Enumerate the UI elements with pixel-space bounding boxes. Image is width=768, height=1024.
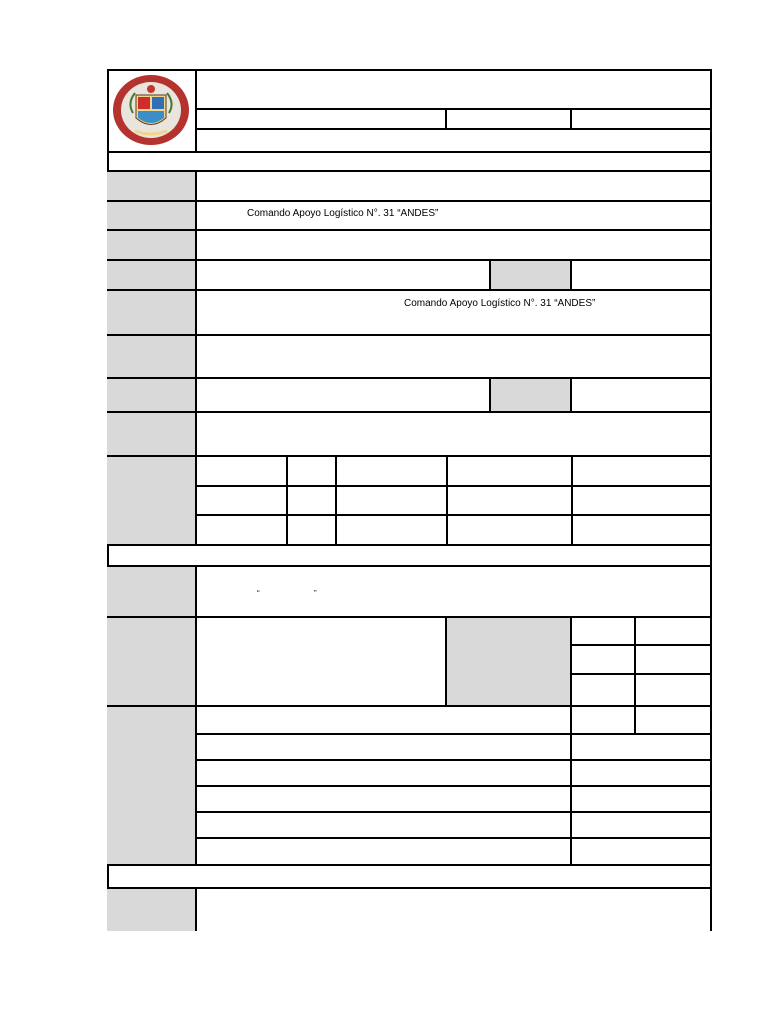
list-row (197, 735, 572, 761)
row-value-6 (197, 336, 712, 379)
grid-vline (571, 457, 573, 544)
row-value-7b (572, 379, 712, 413)
unit-name-text: Comando Apoyo Logístico N°. 31 “ANDES” (247, 208, 439, 219)
row-label-4 (107, 261, 197, 291)
unit-name-text-2: Comando Apoyo Logístico N°. 31 “ANDES” (404, 298, 596, 309)
row-value-13 (197, 889, 712, 931)
row-grid-9 (197, 457, 712, 546)
row-label-6 (107, 336, 197, 379)
row-value-11a (197, 618, 447, 707)
section-bar-1 (107, 153, 712, 172)
row-value-10 (197, 567, 712, 618)
row-label-12 (107, 707, 197, 866)
row-cell-11d2 (636, 646, 712, 675)
row-cell-11c1 (572, 618, 636, 646)
logo-cell (107, 69, 197, 153)
grid-vline (335, 457, 337, 544)
row-cell-11c2 (572, 646, 636, 675)
row-cell-11d1 (636, 618, 712, 646)
row-label-2 (107, 202, 197, 231)
section-bar-3 (107, 866, 712, 889)
header-version-cell (447, 110, 572, 130)
row-label-9 (107, 457, 197, 546)
row-value-5 (197, 291, 712, 336)
quote-close: ” (314, 589, 317, 598)
row-value-8 (197, 413, 712, 457)
grid-vline (446, 457, 448, 544)
row-label-7 (107, 379, 197, 413)
list-row-cell-a (572, 707, 636, 735)
row-cell-11d3 (636, 675, 712, 707)
list-row-cell (572, 813, 712, 839)
grid-hline (197, 514, 712, 516)
row-cell-11c3 (572, 675, 636, 707)
section-bar-2 (107, 546, 712, 567)
row-value-3 (197, 231, 712, 261)
document-form (107, 69, 712, 931)
header-page-cell (572, 110, 712, 130)
row-label-7b (491, 379, 572, 413)
row-value-7a (197, 379, 491, 413)
grid-vline (286, 457, 288, 544)
row-label-4b (491, 261, 572, 291)
list-row (197, 787, 572, 813)
row-label-13 (107, 889, 197, 931)
list-row (197, 761, 572, 787)
list-row (197, 707, 572, 735)
grid-hline (197, 485, 712, 487)
quote-open: “ (257, 589, 260, 598)
header-code-cell (197, 110, 447, 130)
row-value-4a (197, 261, 491, 291)
list-row-cell-b (636, 707, 712, 735)
row-value-1 (197, 172, 712, 202)
header-title-cell (197, 69, 712, 110)
list-row-cell (572, 787, 712, 813)
row-value-4b (572, 261, 712, 291)
row-label-11b (447, 618, 572, 707)
row-label-5 (107, 291, 197, 336)
row-label-8 (107, 413, 197, 457)
header-date-cell (197, 130, 712, 153)
row-value-2 (197, 202, 712, 231)
row-label-11 (107, 618, 197, 707)
row-label-10 (107, 567, 197, 618)
list-row-cell (572, 761, 712, 787)
row-label-1 (107, 172, 197, 202)
row-label-3 (107, 231, 197, 261)
list-row (197, 813, 572, 839)
list-row-cell (572, 839, 712, 866)
list-row (197, 839, 572, 866)
coat-of-arms-seal-icon (111, 73, 191, 147)
list-row-cell (572, 735, 712, 761)
